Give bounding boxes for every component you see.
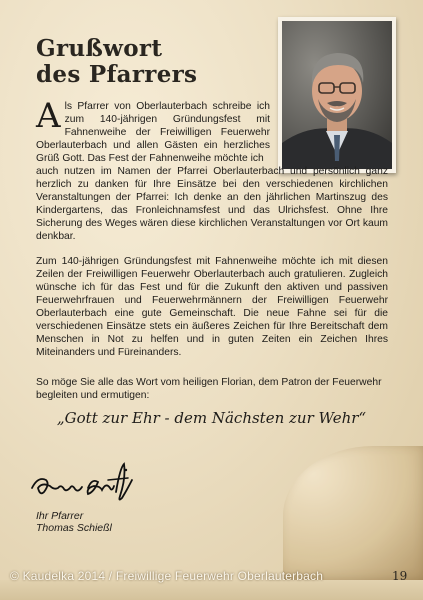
intro-paragraph: [36, 96, 270, 165]
title-line-1: Grußwort: [36, 35, 163, 62]
pastor-portrait-photo: [278, 17, 396, 173]
paragraph-3: So möge Sie alle das Wort vom heiligen Florian, dem Patron der Feuerwehr begleiten und ermutigen:: [36, 377, 382, 401]
paragraph-1-continuation: auch nutzen im Namen der Pfarrei Oberlauterbach und persönlich ganz herzlich zu danken für Ihre Einsätze bei den verschiedenen kirchlichen Veranstaltungen der Pfarrei: Ich denke an den jährlichen Martinszug des Kindergartens, das Fronleichnamsfest und das Ulrichsfest. Ohne Ihre Sicherung des Weges wären diese kirchlichen Veranstaltungen vor Ort kaum denkbar.: [36, 166, 388, 242]
paragraph-2: Zum 140-jährigen Gründungsfest mit Fahnenweihe möchte ich mit diesen Zeilen der Freiwilligen Feuerwehr Oberlauterbach auch gratulieren. Zugleich wünsche ich für das Fest und für die Zukunft den aktiven und passiven Feuerwehrfrauen und Feuerwehrmännern der Freiwilligen Feuerwehr Oberlauterbach eine gute Gemeinschaft. Die neue Fahne sei für die verschiedenen Einsätze stets ein äußeres Zeichen für Ihre Bereitschaft dem Menschen in Not zu helfen und in guten Zeiten ein Zeichen Ihres Miteinanders und Füreinanders.: [36, 256, 388, 358]
intro-text: ls Pfarrer von Oberlauterbach schreibe ich zum 140-jährigen Gründungsfest mit Fahnenweihe der Freiwilligen Feuerwehr Oberlauterbach und allen Gästen ein herzliches Grüß Gott. Das Fest der Fahnenweihe möchte ich: [36, 101, 270, 164]
drop-cap: A: [36, 96, 61, 136]
bottom-band: [0, 580, 423, 600]
page-number: 19: [392, 569, 408, 583]
signature-name: Thomas Schießl: [36, 522, 112, 534]
signature-image: [28, 458, 138, 506]
handwritten-signature: [28, 458, 138, 506]
title-line-2: des Pfarrers: [36, 61, 198, 88]
florian-motto-quote: „Gott zur Ehr - dem Nächsten zur Wehr“: [56, 409, 367, 427]
parchment-curl: [283, 446, 423, 586]
footer-credit: © Kaudelka 2014 / Freiwillige Feuerwehr Oberlauterbach: [10, 569, 324, 583]
signature-title: Ihr Pfarrer: [36, 510, 84, 522]
portrait-illustration: [282, 21, 392, 169]
page-title: [36, 36, 197, 88]
